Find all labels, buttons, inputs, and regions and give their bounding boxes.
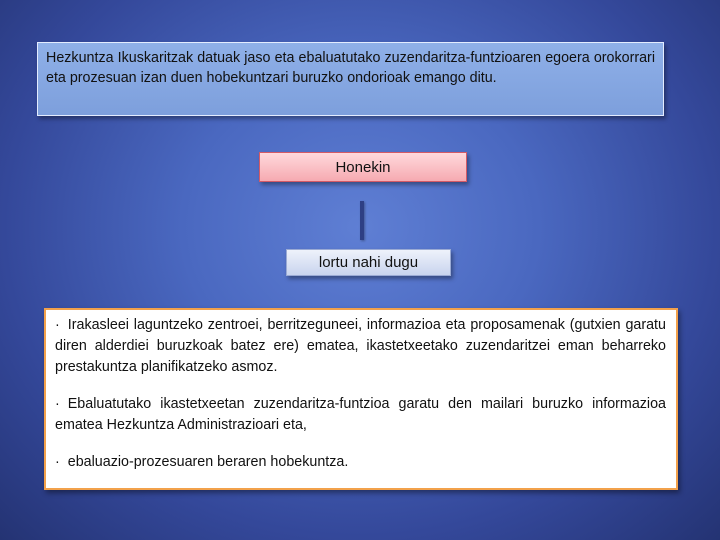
honekin-label: Honekin xyxy=(335,158,391,176)
goal-item-3 xyxy=(55,452,666,473)
goal-text-2: Ebaluatutako ikastetxeetan zuzendaritza-funtzioa garatu den mailari buruzko informazioa ematea Hezkuntza Administrazioari eta, xyxy=(55,396,666,433)
goals-box xyxy=(44,308,678,490)
connector-line xyxy=(360,201,364,240)
bullet-dot-icon: · xyxy=(55,317,60,333)
bullet-dot-icon: · xyxy=(55,396,60,412)
goal-item-2 xyxy=(55,394,666,436)
goal-text-1: Irakasleei laguntzeko zentroei, berritzeguneei, informazioa eta proposamenak (gutxien garatu diren alderdiei buruzkoak batez ere) ematea, ikastetxeetako zuzendaritzei eman beharreko prestakuntza planifikatzeko asmoz. xyxy=(55,317,666,375)
goal-text-3: ebaluazio-prozesuaren beraren hobekuntza. xyxy=(67,454,349,470)
lortu-nahi-dugu-box xyxy=(286,249,451,276)
bullet-dot-icon: · xyxy=(55,454,60,470)
conclusion-box xyxy=(37,42,664,116)
lortu-label: lortu nahi dugu xyxy=(318,254,419,271)
honekin-box xyxy=(259,152,467,182)
conclusion-text: Hezkuntza Ikuskaritzak datuak jaso eta ebaluatutako zuzendaritza-funtzioaren egoera orokorrari eta prozesuan izan duen hobekuntzari buruzko ondorioak emango ditu. xyxy=(46,50,655,86)
goal-item-1 xyxy=(55,315,666,378)
